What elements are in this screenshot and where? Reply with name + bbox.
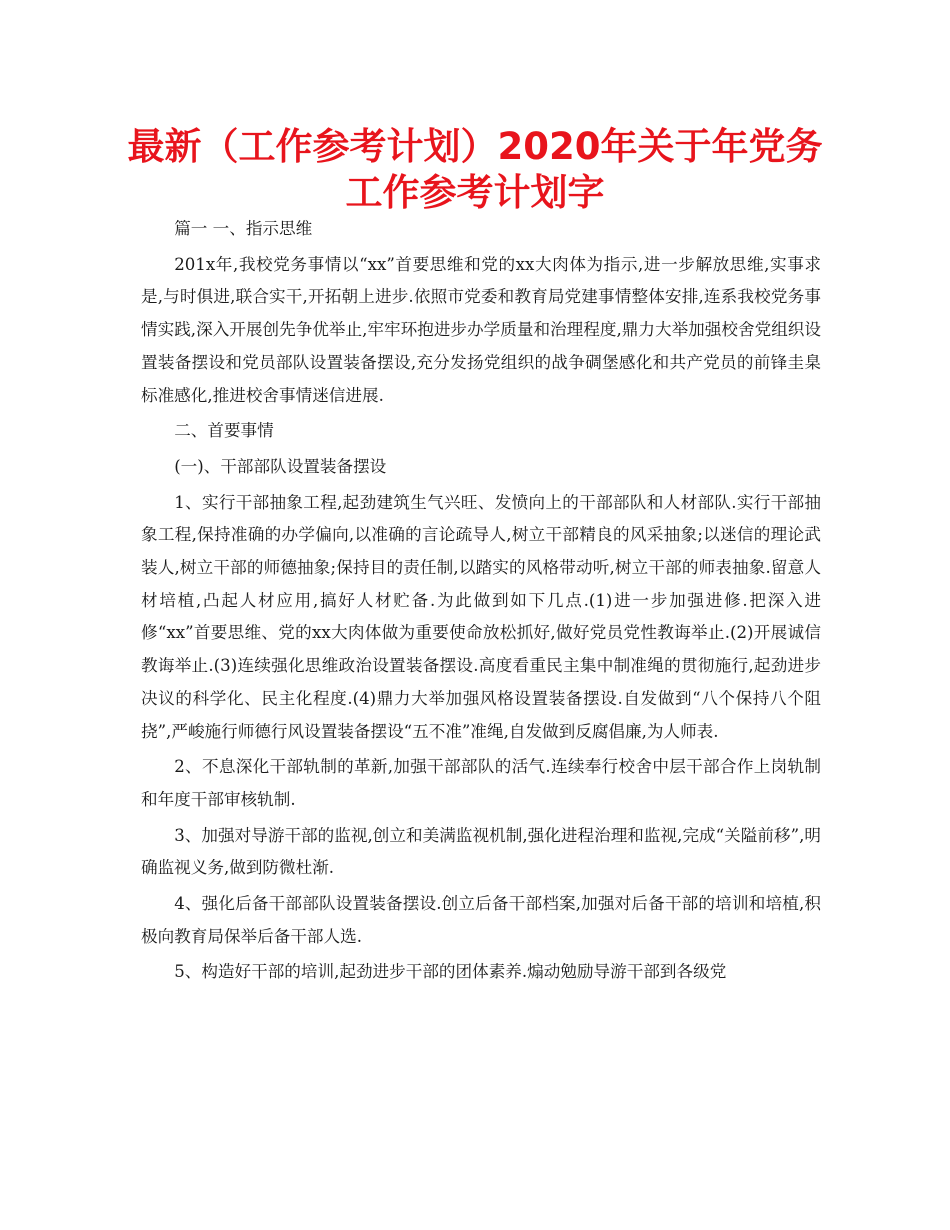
section-heading: 二、首要事情 [174, 421, 274, 441]
body-paragraph: 3、加强对导游干部的监视,创立和美满监视机制,强化进程治理和监视,完成“关隘前移”,明确监视义务,做到防微杜渐. [141, 825, 821, 878]
document-title-line-1: 最新（工作参考计划）2020年关于年党务 [127, 125, 823, 168]
body-paragraph: 2、不息深化干部轨制的革新,加强干部部队的活气.连续奉行校舍中层干部合作上岗轨制和年度干部审核轨制. [141, 757, 821, 809]
document-body [141, 213, 821, 989]
body-paragraph: 4、强化后备干部部队设置装备摆设.创立后备干部档案,加强对后备干部的培训和培植,积极向教育局保举后备干部人选. [141, 894, 821, 946]
section-heading: 篇一 一、指示思维 [174, 219, 313, 238]
subsection-heading: (一)、干部部队设置装备摆设 [174, 456, 387, 476]
body-paragraph: 201x年,我校党务事情以“xx”首要思维和党的xx大肉体为指示,进一步解放思维,实事求是,与时俱进,联合实干,开拓朝上进步.依照市党委和教育局党建事情整体安排,连系我校党务事情实践,深入开展创先争优举止,牢牢环抱进步办学质量和治理程度,鼎力大举加强校舍党组织设置装备摆设和党员部队设置装备摆设,充分发扬党组织的战争碉堡感化和共产党员的前锋圭臬标准感化,推进校舍事情迷信进展. [141, 254, 821, 405]
body-paragraph: 1、实行干部抽象工程,起劲建筑生气兴旺、发愤向上的干部部队和人材部队.实行干部抽象工程,保持准确的办学偏向,以准确的言论疏导人,树立干部精良的风采抽象;以迷信的理论武装人,树立干部的师德抽象;保持目的责任制,以踏实的风格带动听,树立干部的师表抽象.留意人材培植,凸起人材应用,搞好人材贮备.为此做到如下几点.(1)进一步加强进修.把深入进修“xx”首要思维、党的xx大肉体做为重要使命放松抓好,做好党员党性教诲举止.(2)开展诚信教诲举止.(3)连续强化思维政治设置装备摆设.高度看重民主集中制准绳的贯彻施行,起劲进步决议的科学化、民主化程度.(4)鼎力大举加强风格设置装备摆设.自发做到“八个保持八个阻挠”,严峻施行师德行风设置装备摆设“五不准”准绳,自发做到反腐倡廉,为人师表. [141, 492, 821, 741]
document-title-line-2: 工作参考计划字 [345, 171, 605, 214]
body-paragraph: 5、构造好干部的培训,起劲进步干部的团体素养.煽动勉励导游干部到各级党 [174, 962, 727, 982]
